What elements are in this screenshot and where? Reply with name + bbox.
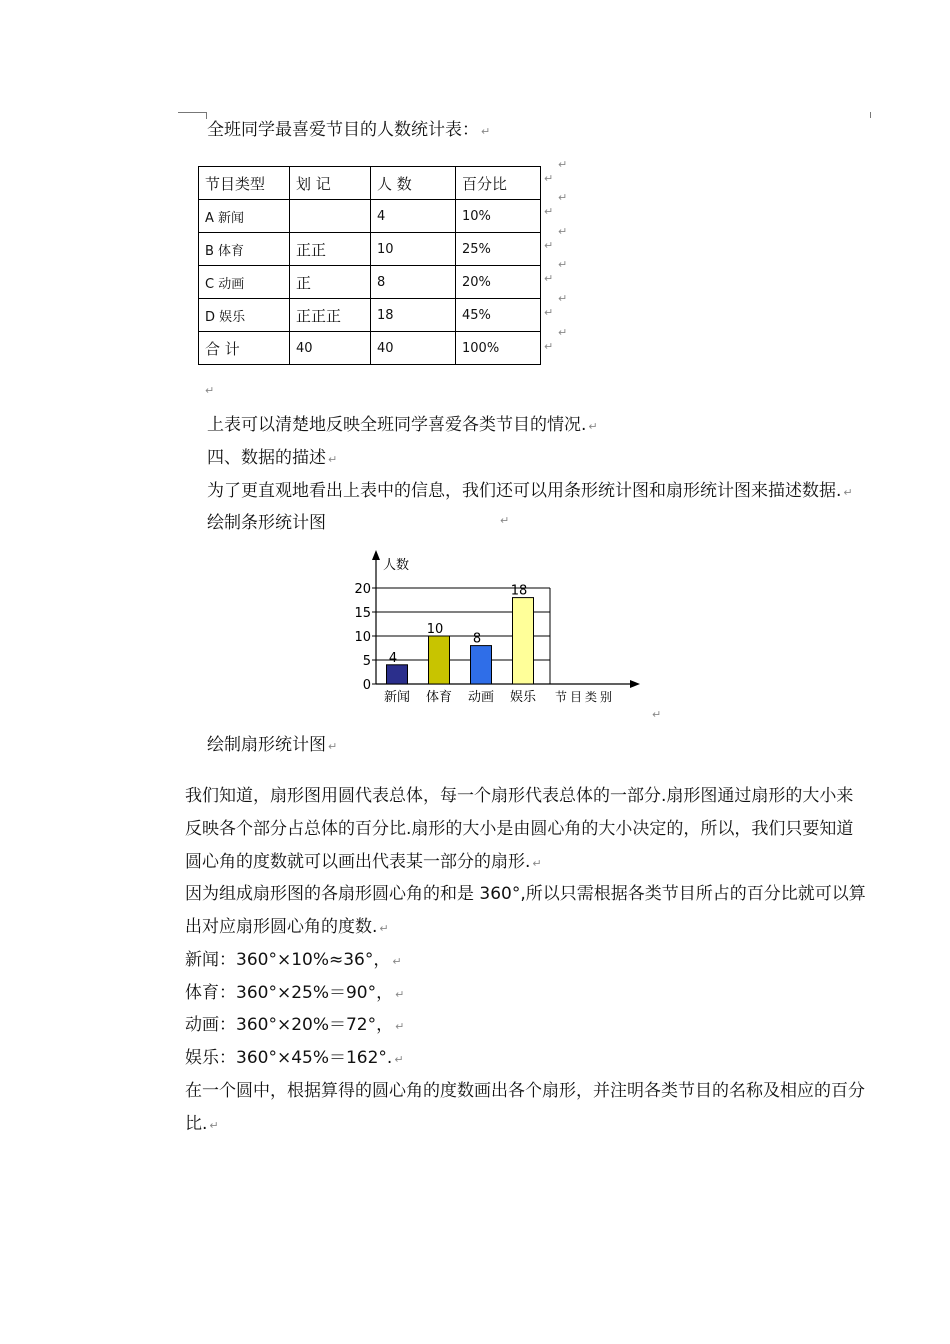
pie-chart-heading: 绘制扇形统计图 ↵ [207,735,338,755]
table-cell: B 体育 [199,233,290,266]
row-end-mark: ↵ [558,225,568,238]
y-tick-label: 0 [362,678,371,693]
x-tick-label: 新闻 [383,690,411,705]
table-cell: 20% [456,266,541,299]
y-tick-label: 5 [362,654,371,669]
table-cell: 18 [371,299,456,332]
bar-动画 [471,646,492,684]
table-row [199,266,541,299]
intro-text: 为了更直观地看出上表中的信息，我们还可以用条形统计图和扇形统计图来描述数据. ↵ [207,481,853,501]
table-cell: 10 [371,233,456,266]
stats-table [198,166,541,365]
bar-体育 [429,636,450,684]
table-cell: 10% [456,200,541,233]
bar-chart-heading: 绘制条形统计图 [207,513,326,533]
table-cell: 正正 [290,233,371,266]
bar-新闻 [387,665,408,684]
bar-chart [350,548,650,710]
page-corner-mark-left [178,112,207,119]
row-end-mark: ↵ [544,172,554,185]
calc-sports: 体育：360°×25%＝90°， ↵ [185,983,405,1003]
x-tick-label: 动画 [467,690,495,705]
table-row [199,299,541,332]
y-tick-label: 15 [354,606,371,621]
row-end-mark: ↵ [544,272,554,285]
table-cell: C 动画 [199,266,290,299]
table-cell: 100% [456,332,541,365]
table-cell: D 娱乐 [199,299,290,332]
paragraph-mark: ↵ [205,384,215,397]
paragraph-mark: ↵ [500,514,510,527]
row-end-mark: ↵ [558,258,568,271]
x-tick-label: 体育 [425,690,453,705]
row-end-mark: ↵ [544,205,554,218]
table-cell: 4 [371,200,456,233]
section-heading: 四、数据的描述 ↵ [207,448,338,468]
header-cell: 百分比 [456,167,541,200]
calc-animation: 动画：360°×20%＝72°， ↵ [185,1015,405,1035]
table-summary-text: 上表可以清楚地反映全班同学喜爱各类节目的情况. ↵ [207,415,598,435]
table-cell: 正 [290,266,371,299]
y-tick-label: 10 [354,630,371,645]
table-cell: 40 [371,332,456,365]
header-cell: 节目类型 [199,167,290,200]
row-end-mark: ↵ [544,306,554,319]
table-cell: A 新闻 [199,200,290,233]
table-header-row [199,167,541,200]
bar-娱乐 [513,598,534,684]
x-tick-label: 娱乐 [509,690,537,705]
final-text-line: 在一个圆中，根据算得的圆心角的度数画出各个扇形，并注明各类节目的名称及相应的百分 [185,1081,865,1101]
pie-text-line: 我们知道，扇形图用圆代表总体，每一个扇形代表总体的一部分.扇形图通过扇形的大小来 [185,786,854,806]
calc-entertainment: 娱乐：360°×45%＝162°. ↵ [185,1048,404,1068]
table-cell: 25% [456,233,541,266]
table-cell: 正正正 [290,299,371,332]
table-cell: 40 [290,332,371,365]
x-axis-label: 节目类别 [555,690,616,704]
pie-text-line: 圆心角的度数就可以画出代表某一部分的扇形. ↵ [185,852,542,872]
data-label: 10 [426,622,444,637]
calc-news: 新闻：360°×10%≈36°， ↵ [185,950,402,970]
row-end-mark: ↵ [544,239,554,252]
y-axis-arrow [372,550,380,560]
table-cell: 合 计 [199,332,290,365]
row-end-mark: ↵ [558,326,568,339]
pie-text-line: 出对应扇形圆心角的度数. ↵ [185,917,389,937]
pie-text-line: 反映各个部分占总体的百分比.扇形的大小是由圆心角的大小决定的，所以，我们只要知道 [185,819,854,839]
header-cell: 人 数 [371,167,456,200]
paragraph-mark: ↵ [652,708,662,721]
row-end-mark: ↵ [558,191,568,204]
table-cell: 8 [371,266,456,299]
row-end-mark: ↵ [558,292,568,305]
table-caption: 全班同学最喜爱节目的人数统计表： ↵ [207,120,491,140]
data-label: 4 [388,650,398,666]
data-label: 8 [472,631,482,647]
pie-text-line: 因为组成扇形图的各扇形圆心角的和是 360°,所以只需根据各类节目所占的百分比就可以算 [185,884,866,904]
data-label: 18 [510,583,528,599]
final-text-line: 比. ↵ [185,1114,219,1134]
row-end-mark: ↵ [544,340,554,353]
y-tick-label: 20 [354,582,371,597]
y-axis-label: 人数 [383,558,410,573]
table-row [199,332,541,365]
header-cell: 划 记 [290,167,371,200]
table-row [199,233,541,266]
table-row [199,200,541,233]
row-end-mark: ↵ [558,158,568,171]
page-corner-mark-right [870,112,871,118]
x-axis-arrow [630,680,640,688]
table-cell: 45% [456,299,541,332]
table-cell [290,200,371,233]
